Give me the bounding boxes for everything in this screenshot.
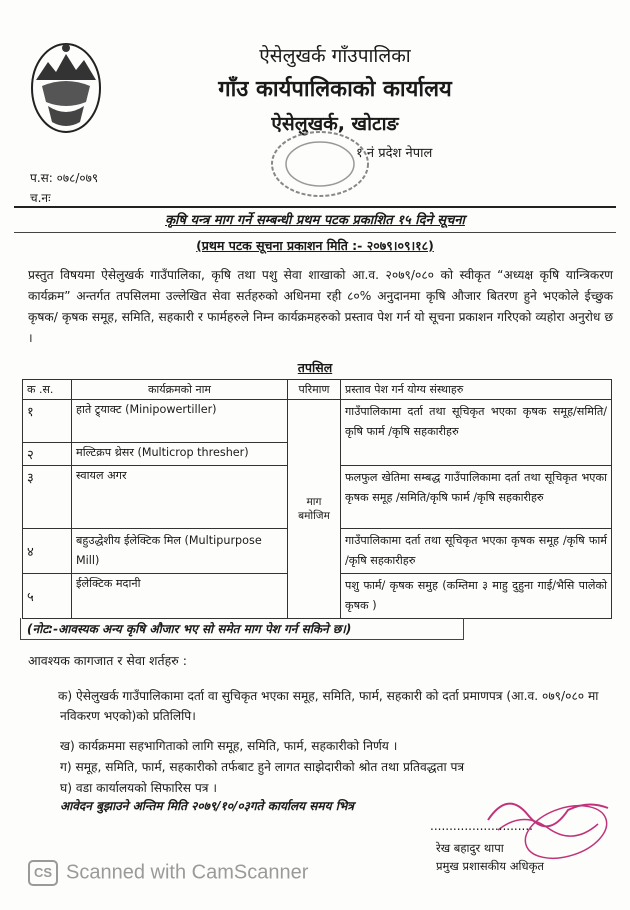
requirement-item: ख) कार्यक्रममा सहभागिताको लागि समूह, समिति, फार्म, सहकारीको निर्णय । <box>60 739 398 753</box>
row-eligible: गाउँपालिकामा दर्ता तथा सूचिकृत भएका कृषक समूह/समिति/कृषि फार्म /कृषि सहकारीहरु <box>341 400 612 466</box>
row-sn: ५ <box>23 574 72 619</box>
table-row <box>23 400 612 443</box>
requirement-item: घ) वडा कार्यालयको सिफारिस पत्र । <box>60 781 217 795</box>
municipality-name: ऐसेलुखर्क गाँउपालिका <box>259 45 411 67</box>
program-table <box>22 379 612 619</box>
office-stamp-icon <box>268 128 372 200</box>
row-eligible: गाउँपालिकामा दर्ता तथा सूचिकृत भएका कृषक समूह /कृषि फार्म /कृषि सहकारीहरु <box>341 529 612 574</box>
chalani-number: च.नः <box>30 191 51 205</box>
requirement-item: क) ऐसेलुखर्क गाउँपालिकामा दर्ता वा सुचिकृत भएका समूह, समिति, फार्म, सहकारी को दर्ता प्रमाणपत्र (आ.व. ०७९/०८० मा नविकरण भएको)को प्रतिलिपि। <box>58 689 599 723</box>
signatory-name: रेख बहादुर थापा <box>436 841 504 855</box>
row-sn: २ <box>23 443 72 466</box>
row-quantity: माग बमोजिम <box>288 400 341 619</box>
header-eligible: प्रस्ताव पेश गर्न योग्य संस्थाहरु <box>341 380 612 400</box>
row-program: स्वायल अगर <box>72 466 288 529</box>
row-sn: ३ <box>23 466 72 529</box>
province-name: १ नं प्रदेश नेपाल <box>356 146 433 161</box>
row-program: बहुउद्धेशीय ईलेक्टिक मिल (Multipurpose Mill) <box>72 529 288 574</box>
office-name: गाँउ कार्यपालिकाको कार्यालय <box>218 77 452 102</box>
camscanner-logo: CS <box>28 860 58 886</box>
table-caption: तपसिल <box>297 360 333 375</box>
publication-date: (प्रथम पटक सूचना प्रकाशन मिति :- २०७९।०९।१८) <box>196 238 434 253</box>
signature-line: ........................... <box>430 819 533 833</box>
row-program: मल्टिक्रप थ्रेसर (Multicrop thresher) <box>72 443 288 466</box>
requirements-title: आवश्यक कागजात र सेवा शर्तहरु : <box>28 653 187 668</box>
signatory-title: प्रमुख प्रशासकीय अधिकृत <box>436 859 544 873</box>
header-quantity: परिमाण <box>288 380 341 400</box>
table-note: (नोट:-आवस्यक अन्य कृषि औजार भए सो समेत माग पेश गर्न सकिने छ।) <box>20 618 464 640</box>
camscanner-watermark <box>28 860 308 886</box>
table-header-row <box>23 380 612 400</box>
row-eligible: फलफुल खेतिमा सम्बद्ध गाउँपालिकामा दर्ता तथा सूचिकृत भएका कृषक समूह /समिति/कृषि फार्म /कृषि सहकारीहरु <box>341 466 612 529</box>
header-sn: क .स. <box>23 380 72 400</box>
notice-title: कृषि यन्त्र माग गर्ने सम्बन्धी प्रथम पटक प्रकाशित १५ दिने सूचना <box>165 213 465 228</box>
office-address: ऐसेलुखर्क, खोटाङ <box>271 113 399 135</box>
application-deadline: आवेदन बुझाउने अन्तिम मिति २०७९/१०/०३गते कार्यालय समय भित्र <box>60 799 354 813</box>
reference-number: प.स: ०७८/०७९ <box>30 171 99 185</box>
row-program: ईलेक्टिक मदानी <box>72 574 288 619</box>
row-sn: १ <box>23 400 72 443</box>
notice-body: प्रस्तुत विषयमा ऐसेलुखर्क गाउँपालिका, कृषि तथा पशु सेवा शाखाको आ.व. २०७९/०८० को स्वीकृत “अध्यक्ष कृषि यान्त्रिकरण कार्यक्रम” अन्तर्गत तपसिलमा उल्लेखित सेवा सर्तहरुको अधिनमा रही ८०% अनुदानमा कृषि औजार बितरण हुने भएकोले ईच्छुक कृषक/ कृषक समूह, समिति, सहकारी र फार्महरुले निम्न कार्यक्रमहरुको प्रस्ताव पेश गर्न यो सूचना प्रकाशन गरिएको व्यहोरा अनुरोध छ । <box>28 268 613 345</box>
watermark-text: Scanned with CamScanner <box>66 861 309 884</box>
row-sn: ४ <box>23 529 72 574</box>
row-program: हाते ट्र्याक्ट (Minipowertiller) <box>72 400 288 443</box>
header-program: कार्यक्रमको नाम <box>72 380 288 400</box>
row-eligible: पशु फार्म/ कृषक समुह (कम्तिमा ३ माहु दुहुना गाई/भैसि पालेको कृषक ) <box>341 574 612 619</box>
requirement-item: ग) समूह, समिति, फार्म, सहकारीको तर्फबाट हुने लागत साझेदारीको श्रोत तथा प्रतिवद्धता पत्र <box>60 760 465 774</box>
